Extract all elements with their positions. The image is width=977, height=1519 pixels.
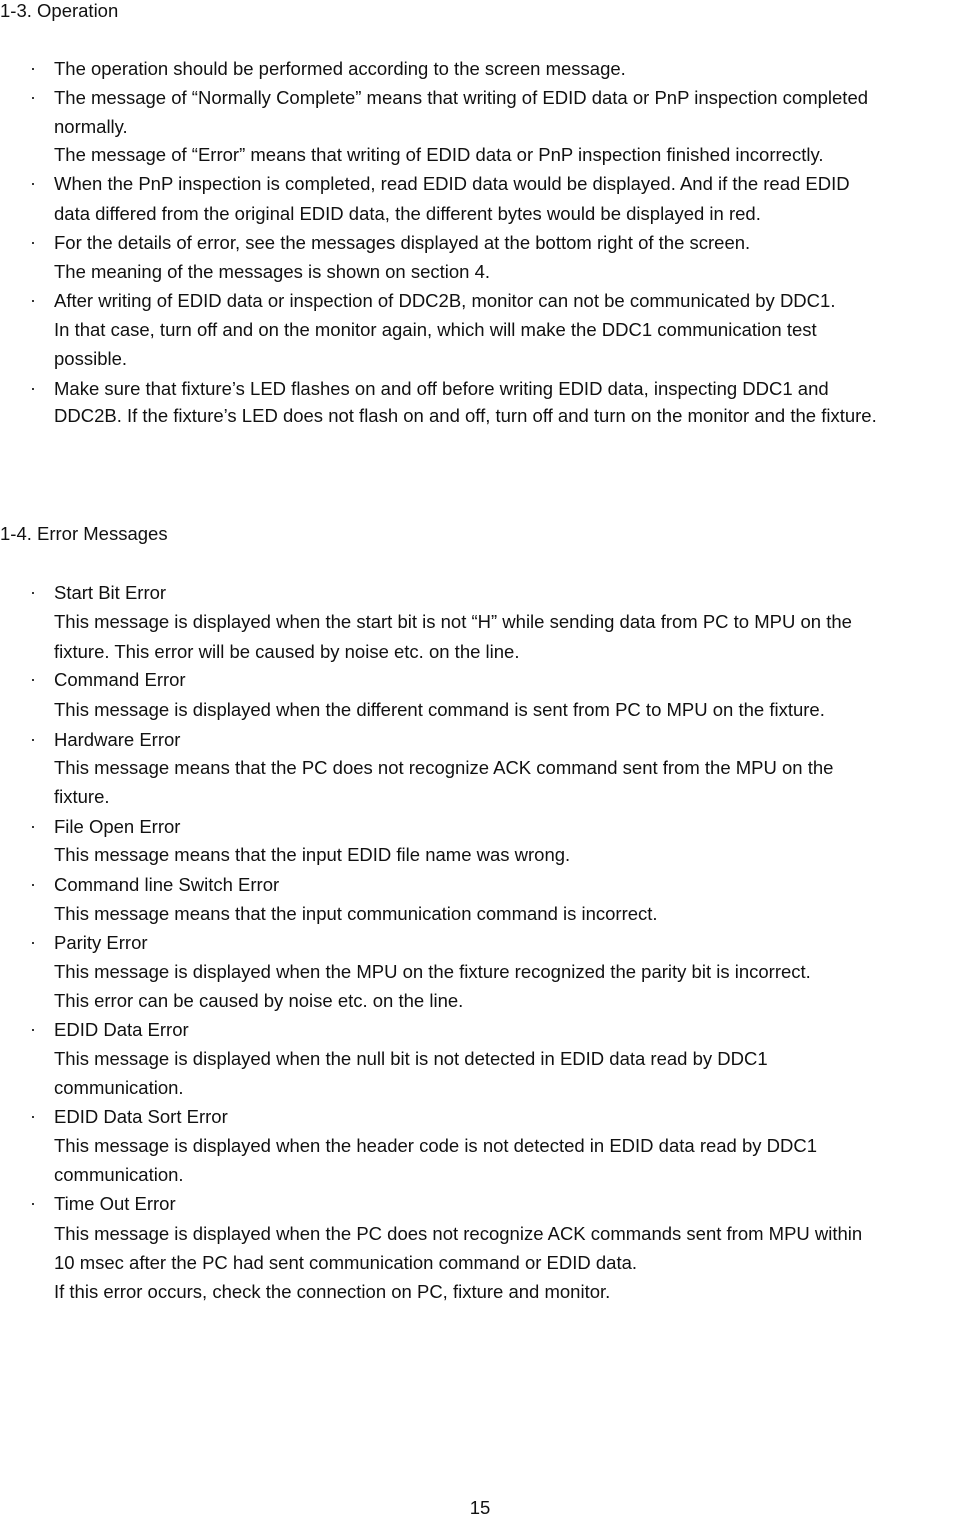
list-item-text: After writing of EDID data or inspection of DDC2B, monitor can not be communicated by DDC1. <box>54 290 836 311</box>
list-item-text: The meaning of the messages is shown on section 4. <box>54 261 491 282</box>
error-description: communication. <box>54 1164 184 1185</box>
page-number: 15 <box>469 1497 491 1518</box>
error-title: Time Out Error <box>54 1193 176 1214</box>
bullet: · <box>30 87 36 107</box>
bullet: · <box>30 232 36 252</box>
error-description: fixture. This error will be caused by noise etc. on the line. <box>54 641 520 662</box>
error-title: File Open Error <box>54 816 181 837</box>
bullet: · <box>30 378 36 398</box>
section-heading-error-messages: 1-4. Error Messages <box>0 523 168 544</box>
error-description: This message is displayed when the null bit is not detected in EDID data read by DDC1 <box>54 1048 768 1069</box>
error-description: This message is displayed when the start bit is not “H” while sending data from PC to MPU on the <box>54 611 852 632</box>
list-item-text: data differed from the original EDID data, the different bytes would be displayed in red. <box>54 203 761 224</box>
error-description: This message is displayed when the header code is not detected in EDID data read by DDC1 <box>54 1135 818 1156</box>
bullet: · <box>30 290 36 310</box>
error-title: Parity Error <box>54 932 148 953</box>
error-title: Start Bit Error <box>54 582 167 603</box>
error-title: EDID Data Error <box>54 1019 189 1040</box>
bullet: · <box>30 874 36 894</box>
list-item-text: DDC2B. If the fixture’s LED does not flash on and off, turn off and turn on the monitor and the fixture. <box>54 405 877 426</box>
error-title: EDID Data Sort Error <box>54 1106 228 1127</box>
bullet: · <box>30 582 36 602</box>
bullet: · <box>30 1106 36 1126</box>
bullet: · <box>30 816 36 836</box>
error-title: Command Error <box>54 669 186 690</box>
error-description: This message means that the input EDID file name was wrong. <box>54 844 571 865</box>
list-item-text: The message of “Error” means that writing of EDID data or PnP inspection finished incorrectly. <box>54 144 824 165</box>
bullet: · <box>30 1193 36 1213</box>
error-description: This message is displayed when the different command is sent from PC to MPU on the fixture. <box>54 699 825 720</box>
error-description: fixture. <box>54 786 110 807</box>
error-description: This message means that the PC does not recognize ACK command sent from the MPU on the <box>54 757 834 778</box>
bullet: · <box>30 173 36 193</box>
error-description: communication. <box>54 1077 184 1098</box>
error-description: This message means that the input communication command is incorrect. <box>54 903 658 924</box>
section-heading-operation: 1-3. Operation <box>0 0 119 21</box>
error-title: Hardware Error <box>54 729 181 750</box>
error-description: This message is displayed when the MPU on the fixture recognized the parity bit is incorrect. <box>54 961 811 982</box>
list-item-text: normally. <box>54 116 128 137</box>
error-title: Command line Switch Error <box>54 874 280 895</box>
bullet: · <box>30 58 36 78</box>
error-description: This error can be caused by noise etc. on the line. <box>54 990 464 1011</box>
bullet: · <box>30 729 36 749</box>
list-item-text: The operation should be performed according to the screen message. <box>54 58 626 79</box>
bullet: · <box>30 669 36 689</box>
error-description: 10 msec after the PC had sent communication command or EDID data. <box>54 1252 638 1273</box>
list-item-text: In that case, turn off and on the monitor again, which will make the DDC1 communication test <box>54 319 817 340</box>
error-description: If this error occurs, check the connection on PC, fixture and monitor. <box>54 1281 611 1302</box>
list-item-text: When the PnP inspection is completed, read EDID data would be displayed. And if the read EDID <box>54 173 850 194</box>
list-item-text: The message of “Normally Complete” means that writing of EDID data or PnP inspection completed <box>54 87 869 108</box>
error-description: This message is displayed when the PC does not recognize ACK commands sent from MPU within <box>54 1223 863 1244</box>
list-item-text: possible. <box>54 348 128 369</box>
list-item-text: Make sure that fixture’s LED flashes on and off before writing EDID data, inspecting DDC1 and <box>54 378 829 399</box>
list-item-text: For the details of error, see the messages displayed at the bottom right of the screen. <box>54 232 751 253</box>
bullet: · <box>30 1019 36 1039</box>
bullet: · <box>30 932 36 952</box>
